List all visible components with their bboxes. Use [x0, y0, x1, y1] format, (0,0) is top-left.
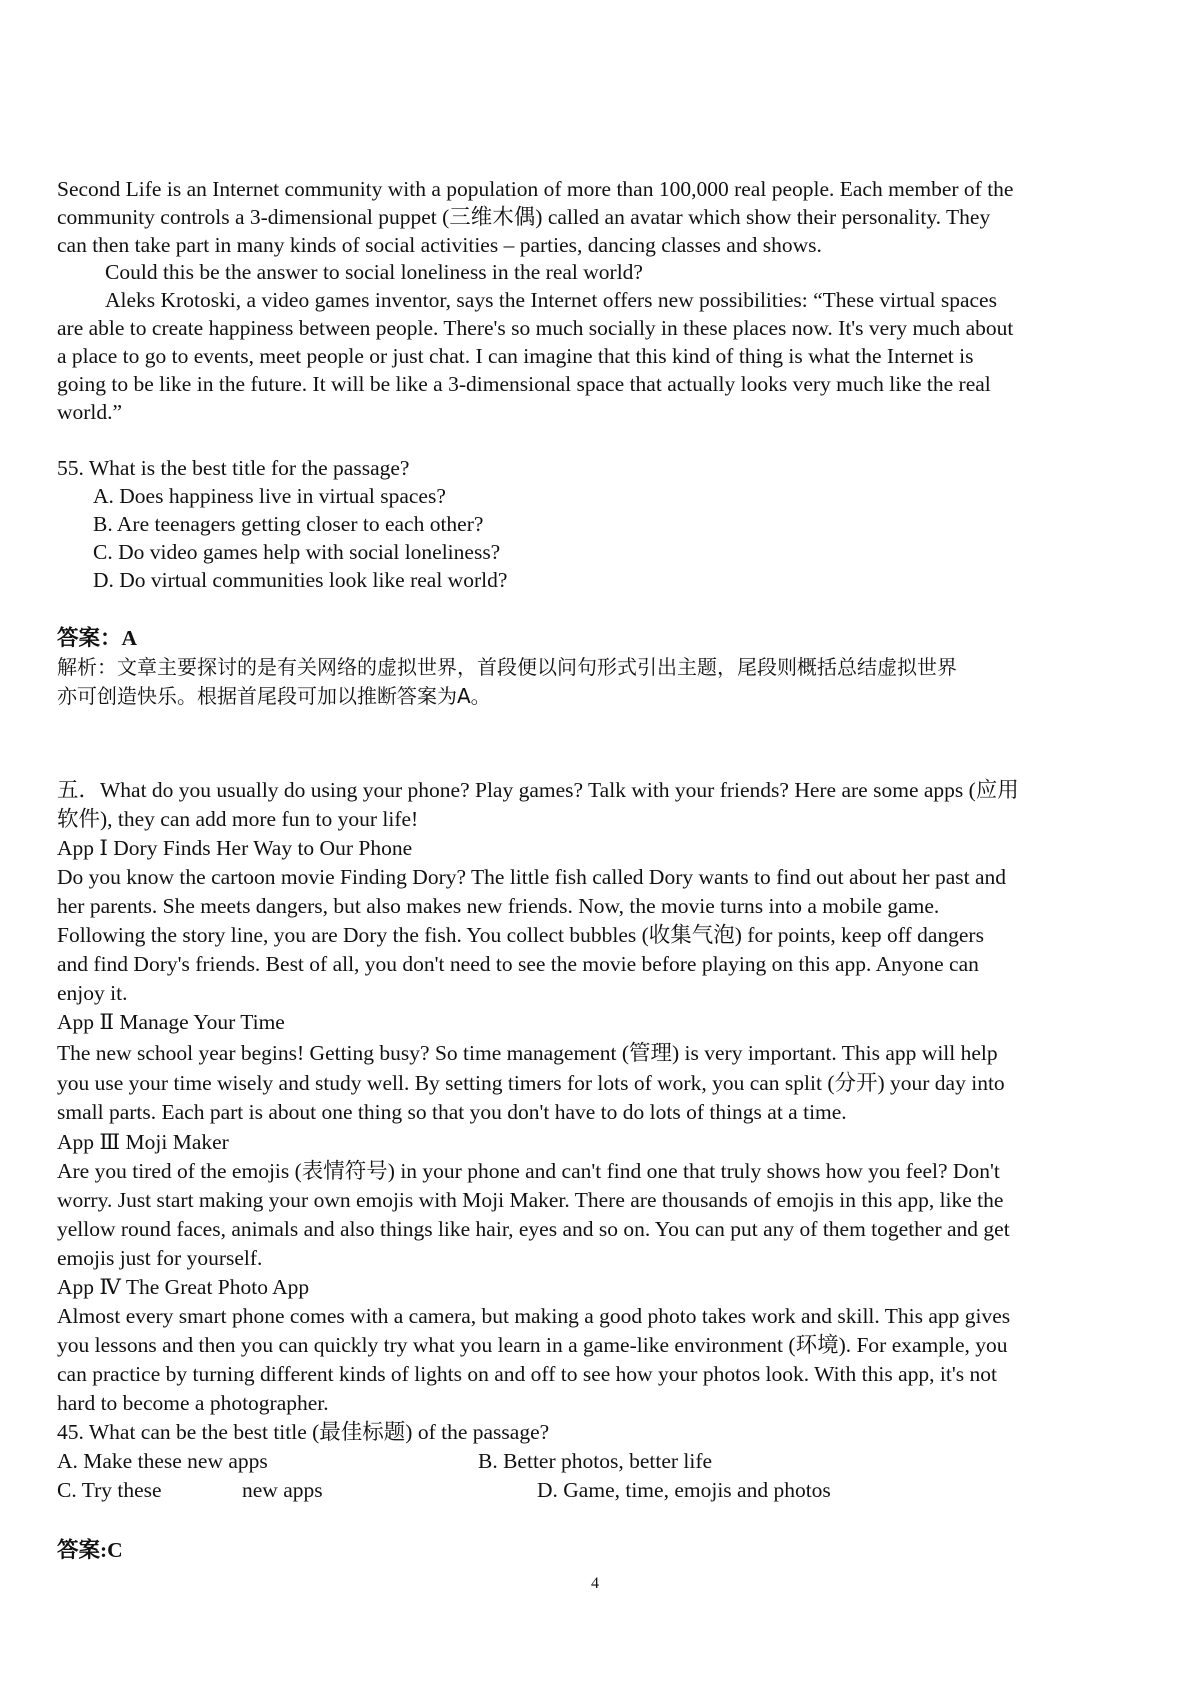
app-title: App Ⅲ Moji Maker: [57, 1130, 229, 1154]
app-title: App Ⅰ Dory Finds Her Way to Our Phone: [57, 836, 413, 860]
passage-line: going to be like in the future. It will be like a 3-dimensional space that actually looks very much like the real: [57, 372, 991, 396]
passage-line: her parents. She meets dangers, but also makes new friends. Now, the movie turns into a mobile game.: [57, 894, 940, 918]
option-b: B. Are teenagers getting closer to each other?: [93, 512, 484, 536]
passage-line: community controls a 3-dimensional puppet (三维木偶) called an avatar which show their personality. They: [57, 205, 991, 229]
question-55: 55. What is the best title for the passage?: [57, 456, 410, 480]
passage-line: world.”: [57, 400, 123, 424]
passage-line: The new school year begins! Getting busy? So time management (管理) is very important. This app will help: [57, 1041, 998, 1065]
passage-line: emojis just for yourself.: [57, 1246, 263, 1270]
passage-line: you lessons and then you can quickly try what you learn in a game-like environment (环境). For example, you: [57, 1333, 1008, 1357]
option-d: D. Game, time, emojis and photos: [537, 1478, 831, 1502]
passage-line: Do you know the cartoon movie Finding Dory? The little fish called Dory wants to find out about her past and: [57, 865, 1007, 889]
passage-line: are able to create happiness between people. There's so much socially in these places now. It's very much about: [57, 316, 1014, 340]
passage-line: yellow round faces, animals and also things like hair, eyes and so on. You can put any of them together and get: [57, 1217, 1010, 1241]
option-a: A. Make these new apps: [57, 1449, 268, 1473]
passage-line: hard to become a photographer.: [57, 1391, 329, 1415]
passage-line: you use your time wisely and study well. By setting timers for lots of work, you can split (分开) your day into: [57, 1071, 1005, 1095]
passage-line: small parts. Each part is about one thing so that you don't have to do lots of things at a time.: [57, 1100, 847, 1124]
passage-intro-line: 五．What do you usually do using your phone? Play games? Talk with your friends? Here are some apps (应用: [57, 778, 1019, 802]
option-b: B. Better photos, better life: [478, 1449, 713, 1473]
option-a: A. Does happiness live in virtual spaces?: [93, 484, 446, 508]
passage-line: Following the story line, you are Dory the fish. You collect bubbles (收集气泡) for points, keep off dangers: [57, 923, 984, 947]
option-c: C. Do video games help with social loneliness?: [93, 540, 501, 564]
analysis-line: 解析：文章主要探讨的是有关网络的虚拟世界，首段便以问句形式引出主题，尾段则概括总结虚拟世界: [57, 655, 957, 679]
passage-line: enjoy it.: [57, 981, 128, 1005]
passage-line: a place to go to events, meet people or just chat. I can imagine that this kind of thing is what the Internet is: [57, 344, 974, 368]
app-title: App Ⅱ Manage Your Time: [57, 1010, 285, 1034]
passage-line: worry. Just start making your own emojis with Moji Maker. There are thousands of emojis in this app, like the: [57, 1188, 1004, 1212]
passage-line: Are you tired of the emojis (表情符号) in your phone and can't find one that truly shows how you feel? Don't: [57, 1159, 1000, 1183]
passage-line: Almost every smart phone comes with a camera, but making a good photo takes work and skill. This app gives: [57, 1304, 1011, 1328]
passage-line: Could this be the answer to social loneliness in the real world?: [105, 260, 643, 284]
answer-45: 答案:C: [57, 1538, 123, 1562]
option-c: C. Try these: [57, 1478, 162, 1502]
passage-line: Second Life is an Internet community with a population of more than 100,000 real people. Each member of the: [57, 177, 1014, 201]
page-number: 4: [591, 1575, 599, 1592]
passage-line: can then take part in many kinds of social activities – parties, dancing classes and shows.: [57, 233, 822, 257]
option-d: D. Do virtual communities look like real world?: [93, 568, 508, 592]
passage-intro-line: 软件), they can add more fun to your life!: [57, 807, 419, 831]
question-45: 45. What can be the best title (最佳标题) of the passage?: [57, 1420, 550, 1444]
passage-line: and find Dory's friends. Best of all, you don't need to see the movie before playing on this app. Anyone can: [57, 952, 979, 976]
option-c-continued: new apps: [242, 1478, 323, 1502]
analysis-line: 亦可创造快乐。根据首尾段可加以推断答案为A。: [57, 684, 491, 708]
passage-line: Aleks Krotoski, a video games inventor, says the Internet offers new possibilities: “These virtual spaces: [105, 288, 997, 312]
passage-line: can practice by turning different kinds of lights on and off to see how your photos look. With this app, it's not: [57, 1362, 997, 1386]
answer-55: 答案：A: [57, 626, 138, 650]
app-title: App Ⅳ The Great Photo App: [57, 1275, 310, 1299]
